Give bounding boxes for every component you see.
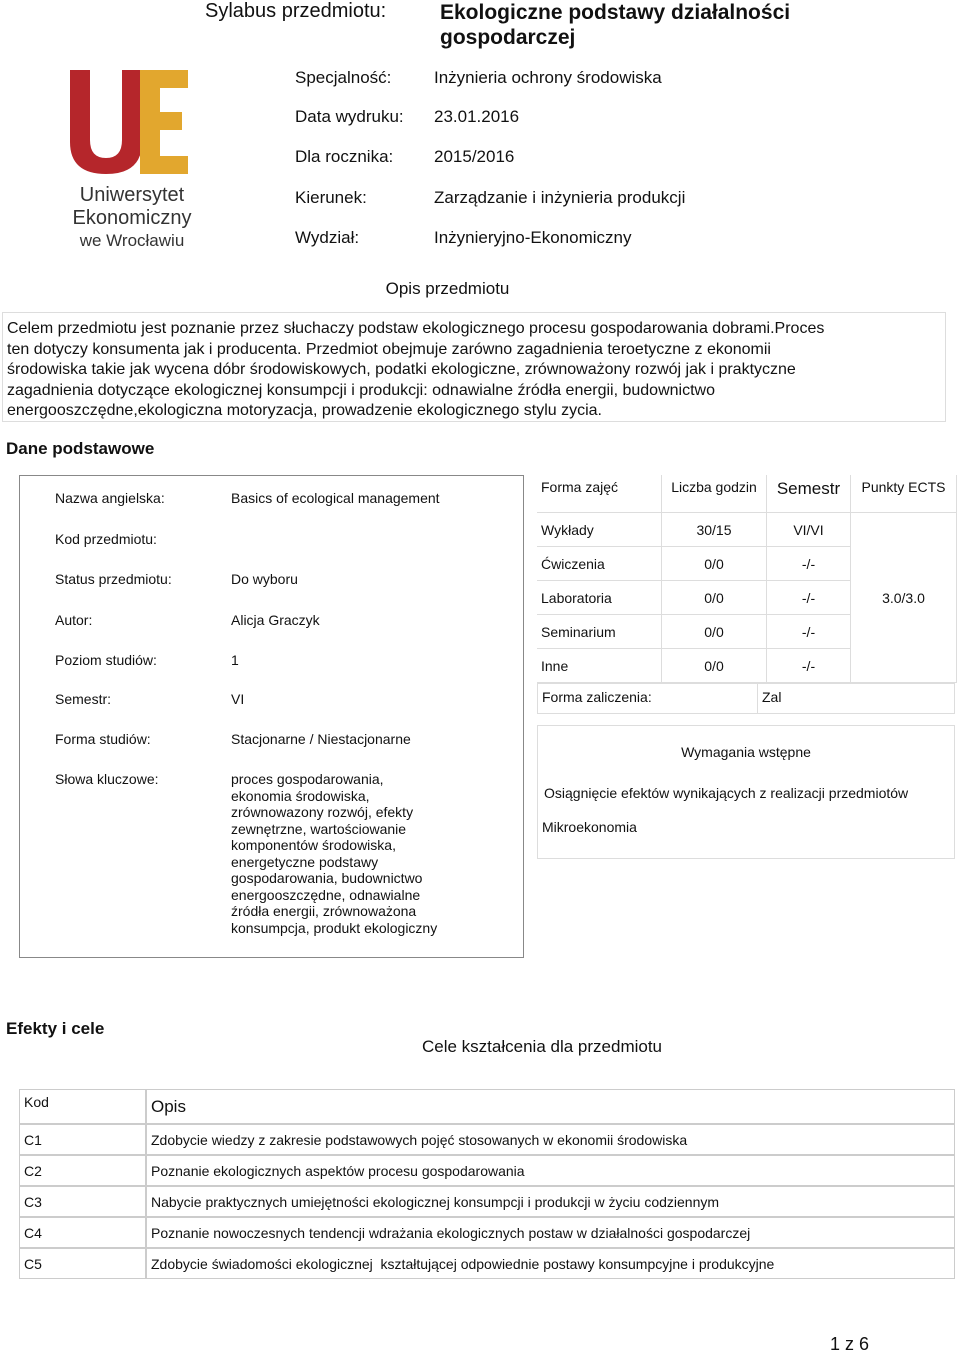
row-hours: 0/0: [662, 581, 767, 615]
basic-data-box: [19, 475, 524, 958]
goal-desc: Zdobycie wiedzy z zakresie podstawowych pojęć stosowanych w ekonomii środowiska: [146, 1124, 955, 1155]
basic-value-semester: VI: [231, 691, 245, 707]
row-hours: 0/0: [662, 547, 767, 581]
keyword-line: zrównowazony rozwój, efekty: [231, 804, 414, 820]
table-row: [19, 1248, 955, 1279]
basic-label-semester: Semestr:: [55, 691, 112, 707]
row-hours: 0/0: [662, 649, 767, 683]
basic-label-status: Status przedmiotu:: [55, 571, 172, 587]
keyword-line: konsumpcja, produkt ekologiczny: [231, 919, 438, 936]
divider: [757, 684, 758, 713]
meta-value-print-date: 23.01.2016: [434, 107, 520, 126]
description-line: Celem przedmiotu jest poznanie przez słuchaczy podstaw ekologicznego procesu gospodarowania dobrami.Proces: [7, 320, 825, 337]
basic-value-study-form: Stacjonarne / Niestacjonarne: [231, 731, 411, 747]
prerequisites-box: [537, 725, 955, 859]
meta-label-faculty: Wydział:: [295, 228, 360, 247]
description-line: ten dotyczy konsumenta jak i producenta. Przedmiot obejmuje zarówno zagadnienia teroetyczne z ekonomii: [7, 340, 771, 358]
keyword-line: komponentów środowiska,: [231, 837, 396, 853]
basic-label-english-name: Nazwa angielska:: [55, 490, 165, 506]
meta-value-faculty: Inżynieryjno-Ekonomiczny: [434, 228, 632, 247]
basic-label-level: Poziom studiów:: [55, 652, 157, 668]
logo-text-line2: Ekonomiczny: [72, 207, 192, 229]
table-header-row: [19, 1089, 955, 1124]
row-semester: -/-: [767, 581, 851, 615]
description-line: zagadnienia dotyczące ekologicznej konsumpcji i produkcji: odnawialne źródła energii, budownictwo: [7, 381, 715, 399]
basic-value-author: Alicja Graczyk: [231, 612, 320, 628]
goal-code: C5: [19, 1248, 146, 1279]
row-hours: 0/0: [662, 615, 767, 649]
col-header-ects: Punkty ECTS: [851, 475, 957, 513]
logo-text-line3: we Wrocławiu: [79, 231, 185, 250]
basic-label-author: Autor:: [55, 612, 93, 628]
meta-label-specialty: Specjalność:: [295, 68, 392, 87]
course-title: Ekologiczne podstawy działalności gospodarczej: [440, 1, 791, 49]
goal-desc: Nabycie praktycznych umiejętności ekologicznej konsumpcji i produkcji w życiu codziennym: [146, 1186, 955, 1217]
table-row: [19, 1155, 955, 1186]
col-header-form: Forma zajęć: [537, 475, 662, 513]
syllabus-label: Sylabus przedmiotu:: [205, 0, 387, 22]
keyword-line: energetyczne podstawy: [231, 853, 379, 870]
row-form: Seminarium: [537, 615, 662, 649]
table-row: [19, 1217, 955, 1248]
basic-label-course-code: Kod przedmiotu:: [55, 531, 157, 547]
assessment-value: Zal: [762, 689, 782, 705]
goal-code: C3: [19, 1186, 146, 1217]
row-form: Inne: [537, 649, 662, 683]
goal-desc: Poznanie nowoczesnych tendencji wdrażania ekologicznych postaw w działalności gospodarczej: [146, 1217, 955, 1248]
basic-value-english-name: Basics of ecological management: [231, 490, 440, 506]
meta-value-year: 2015/2016: [434, 147, 515, 166]
basic-value-keywords: [231, 771, 471, 936]
basic-label-study-form: Forma studiów:: [55, 731, 151, 747]
meta-value-field: Zarządzanie i inżynieria produkcji: [434, 188, 686, 207]
col-header-desc: Opis: [146, 1089, 955, 1124]
goal-code: C4: [19, 1217, 146, 1248]
table-row: [19, 1124, 955, 1155]
basic-value-status: Do wyboru: [231, 571, 298, 587]
keyword-line: ekonomia środowiska,: [231, 787, 370, 804]
row-semester: -/-: [767, 547, 851, 581]
row-semester: -/-: [767, 649, 851, 683]
row-form: Wykłady: [537, 513, 662, 547]
col-header-code: Kod: [19, 1089, 146, 1124]
basic-data-heading: Dane podstawowe: [6, 439, 155, 458]
goal-code: C2: [19, 1155, 146, 1186]
ects-value: 3.0/3.0: [851, 513, 957, 683]
meta-label-print-date: Data wydruku:: [295, 107, 404, 126]
row-semester: VI/VI: [767, 513, 851, 547]
meta-label-year: Dla rocznika:: [295, 147, 394, 166]
goal-code: C1: [19, 1124, 146, 1155]
assessment-box: [537, 683, 955, 714]
row-semester: -/-: [767, 615, 851, 649]
page-number: 1 z 6: [830, 1334, 870, 1354]
goals-subheading: Cele kształcenia dla przedmiotu: [422, 1037, 663, 1056]
prerequisites-heading: Wymagania wstępne: [681, 744, 811, 760]
course-description-heading: Opis przedmiotu: [385, 279, 510, 298]
course-description-box: [2, 312, 946, 422]
goal-desc: Poznanie ekologicznych aspektów procesu gospodarowania: [146, 1155, 955, 1186]
logo-text-line1: Uniwersytet: [79, 184, 185, 206]
prerequisite-item: Osiągnięcie efektów wynikających z realizacji przedmiotów: [544, 785, 909, 801]
meta-label-field: Kierunek:: [295, 188, 367, 207]
row-form: Ćwiczenia: [537, 547, 662, 581]
class-hours-table: [537, 475, 957, 683]
prerequisite-item: Mikroekonomia: [542, 819, 637, 835]
keyword-line: gospodarowania, budownictwo: [231, 870, 423, 886]
keyword-line: energooszczędne, odnawialne: [231, 886, 421, 903]
table-row: [537, 513, 957, 547]
row-form: Laboratoria: [537, 581, 662, 615]
effects-heading: Efekty i cele: [6, 1019, 105, 1038]
row-hours: 30/15: [662, 513, 767, 547]
basic-value-level: 1: [231, 652, 239, 668]
goals-table: [19, 1089, 955, 1279]
col-header-semester: Semestr: [767, 475, 851, 513]
keyword-line: źródła energii, zrównoważona: [231, 903, 417, 919]
keyword-line: zewnętrzne, wartościowanie: [231, 820, 407, 837]
table-header-row: [537, 475, 957, 513]
assessment-label: Forma zaliczenia:: [542, 689, 652, 705]
meta-value-specialty: Inżynieria ochrony środowiska: [434, 68, 662, 87]
goal-desc: Zdobycie świadomości ekologicznej kształtującej odpowiednie postawy konsumpcyjne i produkcyjne: [146, 1248, 955, 1279]
basic-label-keywords: Słowa kluczowe:: [55, 771, 159, 787]
description-line: energooszczędne,ekologiczna motoryzacja, prowadzenie ekologicznego stylu zycia.: [7, 402, 602, 419]
keyword-line: proces gospodarowania,: [231, 771, 384, 787]
col-header-hours: Liczba godzin: [662, 475, 767, 513]
description-line: środowiska takie jak wycena dóbr środowiskowych, podatki ekologiczne, zrównoważony rozwój jak i praktyczne: [7, 361, 796, 378]
university-logo: [66, 66, 192, 178]
table-row: [19, 1186, 955, 1217]
